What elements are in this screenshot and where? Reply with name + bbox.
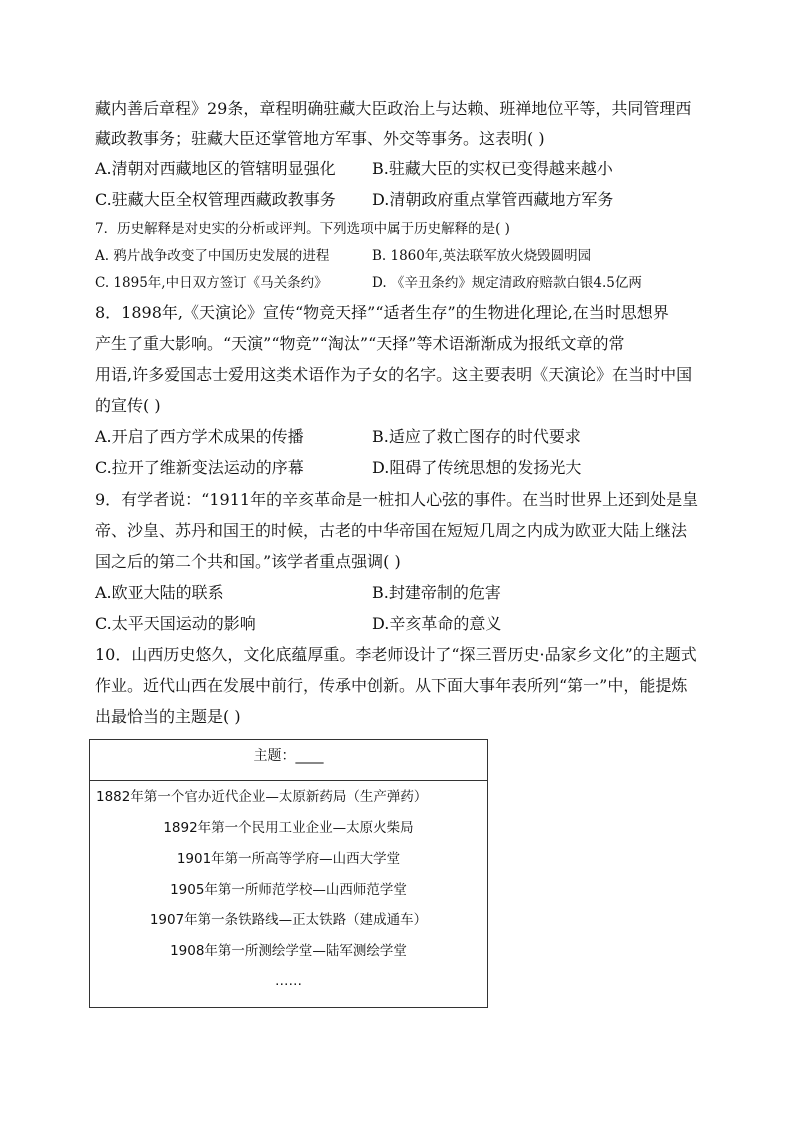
timeline-table [89, 739, 488, 1008]
timeline-row-1908: 1908年第一所测绘学堂—陆军测绘学堂 [170, 943, 407, 959]
timeline-row-1907: 1907年第一条铁路线—正太铁路（建成通车） [149, 912, 428, 928]
q9-stem-line-2: 帝、沙皇、苏丹和国王的时候，古老的中华帝国在短短几周之内成为欧亚大陆上继法 [95, 521, 688, 540]
q6-option-b: B.驻藏大臣的实权已变得越来越小 [372, 159, 613, 178]
q10-stem-line-1: 10．山西历史悠久，文化底蕴厚重。李老师设计了“探三晋历史·品家乡文化”的主题式 [95, 645, 697, 664]
q6-option-d: D.清朝政府重点掌管西藏地方军务 [372, 190, 614, 209]
q10-stem-line-3: 出最恰当的主题是( ) [95, 707, 241, 726]
q8-stem-line-4: 的宣传( ) [95, 396, 161, 415]
q7-stem: 7．历史解释是对史实的分析或评判。下列选项中属于历史解释的是( ) [95, 221, 510, 237]
q7-option-d: D. 《辛丑条约》规定清政府赔款白银4.5亿两 [372, 275, 642, 291]
q7-option-b: B. 1860年,英法联军放火烧毁圆明园 [372, 248, 592, 264]
timeline-table-header: 主题：____ [90, 740, 487, 781]
timeline-row-1905: 1905年第一所师范学校—山西师范学堂 [170, 882, 407, 898]
q8-stem-line-3: 用语,许多爱国志士爱用这类术语作为子女的名字。这主要表明《天演论》在当时中国 [95, 365, 693, 384]
q9-option-b: B.封建帝制的危害 [372, 583, 501, 602]
q6-stem-line-1: 藏内善后章程》29条，章程明确驻藏大臣政治上与达赖、班禅地位平等，共同管理西 [95, 99, 692, 118]
q7-option-a: A. 鸦片战争改变了中国历史发展的进程 [95, 248, 330, 264]
q8-option-c: C.拉开了维新变法运动的序幕 [95, 458, 304, 477]
q8-option-b: B.适应了救亡图存的时代要求 [372, 427, 581, 446]
q8-option-d: D.阻碍了传统思想的发扬光大 [372, 458, 582, 477]
q6-stem-line-2: 藏政教事务；驻藏大臣还掌管地方军事、外交等事务。这表明( ) [95, 129, 545, 148]
q6-option-c: C.驻藏大臣全权管理西藏政教事务 [95, 190, 336, 209]
timeline-row-ellipsis: …… [275, 973, 302, 989]
q9-option-d: D.辛亥革命的意义 [372, 614, 502, 633]
q9-option-c: C.太平天国运动的影响 [95, 614, 256, 633]
timeline-row-1892: 1892年第一个民用工业企业—太原火柴局 [163, 820, 414, 836]
q10-stem-line-2: 作业。近代山西在发展中前行，传承中创新。从下面大事年表所列“第一”中，能提炼 [95, 676, 688, 695]
timeline-row-1901: 1901年第一所高等学府—山西大学堂 [176, 851, 401, 867]
q9-option-a: A.欧亚大陆的联系 [95, 583, 224, 602]
q8-stem-line-1: 8．1898年,《天演论》宣传“物竞天择”“适者生存”的生物进化理论,在当时思想界 [95, 303, 669, 322]
timeline-row-1882: 1882年第一个官办近代企业—太原新药局（生产弹药） [96, 789, 428, 805]
q6-option-a: A.清朝对西藏地区的管辖明显强化 [95, 159, 336, 178]
q8-option-a: A.开启了西方学术成果的传播 [95, 427, 304, 446]
q7-option-c: C. 1895年,中日双方签订《马关条约》 [95, 275, 328, 291]
q9-stem-line-3: 国之后的第二个共和国。”该学者重点强调( ) [95, 552, 401, 571]
q9-stem-line-1: 9．有学者说：“1911年的辛亥革命是一桩扣人心弦的事件。在当时世界上还到处是皇 [95, 490, 699, 509]
q8-stem-line-2: 产生了重大影响。“天演”“物竞”“淘汰”“天择”等术语渐渐成为报纸文章的常 [95, 334, 625, 353]
